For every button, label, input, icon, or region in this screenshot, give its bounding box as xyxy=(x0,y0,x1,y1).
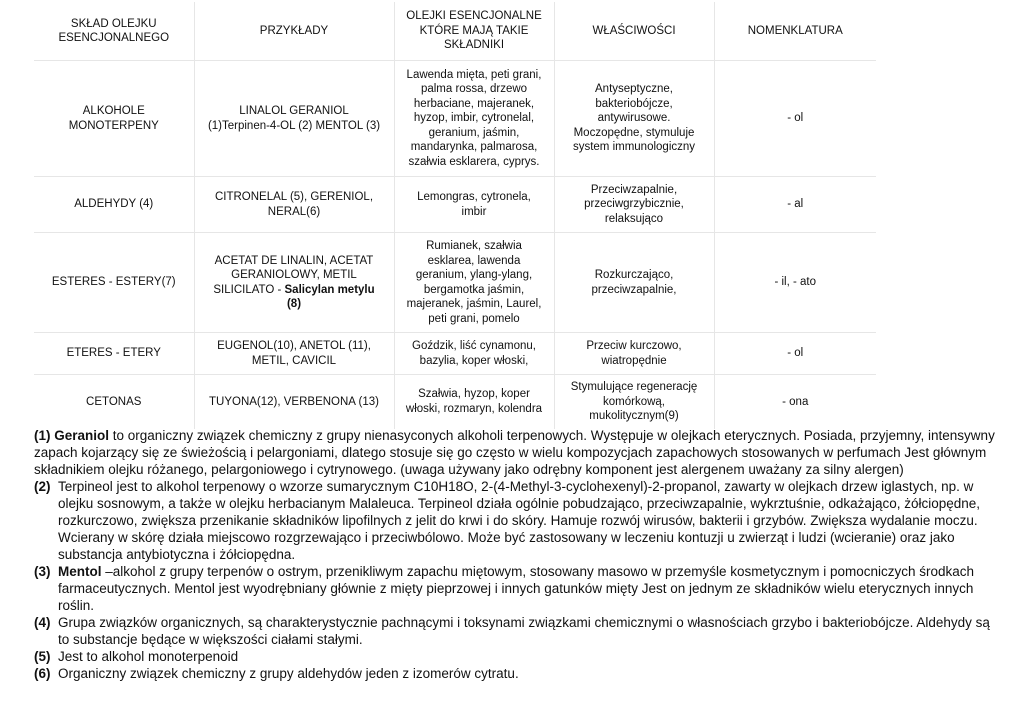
header-oils: OLEJKI ESENCJONALNE KTÓRE MAJĄ TAKIE SKŁADNIKI xyxy=(394,2,554,61)
header-properties: WŁAŚCIWOŚCI xyxy=(554,2,714,61)
cell-composition: ALKOHOLE MONOTERPENY xyxy=(34,61,194,177)
cell-nomenclature: - al xyxy=(714,177,876,233)
footnote-text: to organiczny związek chemiczny z grupy nienasyconych alkoholi terpenowych. Występuje w olejkach eterycznych. Posiada, przyjemny, intensywny zapach kojarzący się ze świeżością i pelargoniami, dlatego stosuje się go często w wielu kompozycjach zapachowych stosowanych w perfumach Jest głównym składnikiem olejku różanego, pelargoniowego i cytrynowego. (uwaga używany jako odrębny komponent jest alergenem uważany za silny alergen) xyxy=(34,428,995,477)
cell-composition: ESTERES - ESTERY(7) xyxy=(34,233,194,333)
cell-examples: LINALOL GERANIOL (1)Terpinen-4-OL (2) MENTOL (3) xyxy=(194,61,394,177)
cell-properties: Przeciwzapalnie, przeciwgrzybicznie, relaksująco xyxy=(554,177,714,233)
footnote-number: (4) xyxy=(34,615,51,630)
cell-oils: Lemongras, cytronela, imbir xyxy=(394,177,554,233)
cell-oils: Rumianek, szałwia esklarea, lawenda geranium, ylang-ylang, bergamotka jaśmin, majeranek, jaśmin, Laurel, peti grani, pomelo xyxy=(394,233,554,333)
footnotes xyxy=(34,427,996,682)
footnote-6 xyxy=(34,665,996,682)
essential-oils-table xyxy=(34,2,876,429)
cell-composition: ALDEHYDY (4) xyxy=(34,177,194,233)
footnote-number: (6) xyxy=(34,666,51,681)
examples-bold-text: Salicylan metylu (8) xyxy=(284,283,375,310)
table-row xyxy=(34,375,876,429)
cell-properties: Przeciw kurczowo, wiatropędnie xyxy=(554,333,714,375)
footnote-number: (3) xyxy=(34,564,51,579)
footnote-number: (2) xyxy=(34,479,51,494)
table-row xyxy=(34,177,876,233)
footnote-term: Geraniol xyxy=(54,428,110,443)
cell-examples xyxy=(194,233,394,333)
footnote-2 xyxy=(34,478,996,563)
footnote-4 xyxy=(34,614,996,648)
footnote-text: –alkohol z grupy terpenów o ostrym, przenikliwym zapachu miętowym, stosowany masowo w przemyśle kosmetycznym i pomocniczych środkach farmaceutycznych. Mentol jest wyodrębniany głównie z mięty pieprzowej i innych gatunków mięty Jest on jednym ze składników wielu eterycznych innych roślin. xyxy=(58,564,975,613)
cell-properties: Rozkurczająco, przeciwzapalnie, xyxy=(554,233,714,333)
footnote-text: Organiczny związek chemiczny z grupy aldehydów jeden z izomerów cytratu. xyxy=(58,666,519,681)
cell-examples: EUGENOL(10), ANETOL (11), METIL, CAVICIL xyxy=(194,333,394,375)
cell-properties: Antyseptyczne, bakteriobójcze, antywirusowe. Moczopędne, stymuluje system immunologiczny xyxy=(554,61,714,177)
footnote-number: (1) xyxy=(34,428,51,443)
header-composition: SKŁAD OLEJKU ESENCJONALNEGO xyxy=(34,2,194,61)
footnote-5 xyxy=(34,648,996,665)
cell-nomenclature: - ona xyxy=(782,395,809,408)
cell-nomenclature: - ol xyxy=(714,61,876,177)
footnote-term: Mentol xyxy=(58,564,102,579)
cell-nomenclature: - ol xyxy=(714,333,876,375)
cell-properties: Stymulujące regenerację komórkową, mukolitycznym(9) xyxy=(554,375,714,429)
table-row xyxy=(34,333,876,375)
footnote-3 xyxy=(34,563,996,614)
table-header-row xyxy=(34,2,876,61)
header-nomenclature: NOMENKLATURA xyxy=(714,2,876,61)
cell-oils: Lawenda mięta, peti grani, palma rossa, drzewo herbaciane, majeranek, hyzop, imbir, cytronelal, geranium, jaśmin, mandarynka, palmarosa, szałwia esklarera, cyprys. xyxy=(394,61,554,177)
cell-examples: TUYONA(12), VERBENONA (13) xyxy=(194,375,394,429)
table-row xyxy=(34,61,876,177)
cell-composition: CETONAS xyxy=(34,375,194,429)
header-examples: PRZYKŁADY xyxy=(194,2,394,61)
footnote-text: Jest to alkohol monoterpenoid xyxy=(58,649,239,664)
footnote-number: (5) xyxy=(34,649,51,664)
footnote-1 xyxy=(34,427,996,478)
cell-oils: Szałwia, hyzop, koper włoski, rozmaryn, kolendra xyxy=(394,375,554,429)
cell-composition: ETERES - ETERY xyxy=(34,333,194,375)
footnote-text: Terpineol jest to alkohol terpenowy o wzorze sumarycznym C10H18O, 2-(4-Methyl-3-cyclohexenyl)-2-propanol, zawarty w olejkach drzew iglastych, np. w olejku sosnowym, a także w olejku herbacianym Malaleuca. Terpineol działa ogólnie pobudzająco, przeciwzapalnie, wykrztuśnie, odkażająco, żółciopędne, rozkurczowo, zwiększa przenikanie składników lipofilnych z jelit do krwi i do skóry. Hamuje rozwój wirusów, bakterii i grzybów. Zwiększa wydalanie moczu. Wcierany w skórę działa miejscowo rozgrzewająco i przeciwbólowo. Może być zastosowany w leczeniu kontuzji u zwierząt i ludzi (wcieranie) oraz jako substancja antybiotyczna i żółciopędna. xyxy=(58,479,981,562)
cell-examples: CITRONELAL (5), GERENIOL, NERAL(6) xyxy=(194,177,394,233)
examples-plain-text: ACETAT DE LINALIN, ACETAT GERANIOLOWY, METIL SILICILATO - xyxy=(213,254,374,296)
table-row xyxy=(34,233,876,333)
footnote-text: Grupa związków organicznych, są charakterystycznie pachnącymi i toksynami związkami chemicznymi o własnościach grzybo i bakteriobójcze. Aldehydy są to substancje będące w większości ciałami stałymi. xyxy=(58,615,990,647)
cell-nomenclature: - il, - ato xyxy=(714,233,876,333)
cell-oils: Goździk, liść cynamonu, bazylia, koper włoski, xyxy=(394,333,554,375)
